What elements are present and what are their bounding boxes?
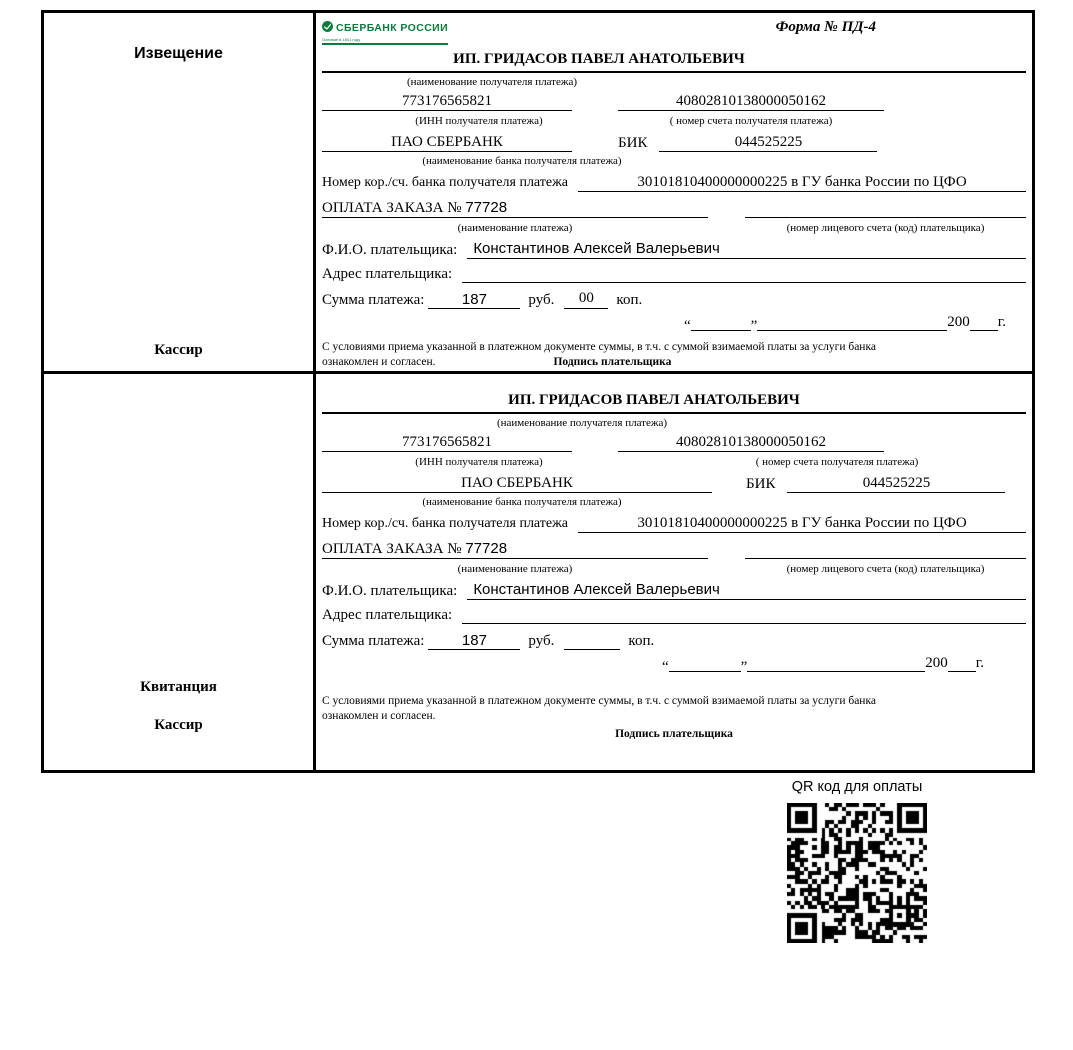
inn-account-labels	[322, 115, 1026, 127]
qr-block	[786, 779, 928, 943]
order-number: 77728	[465, 540, 508, 557]
corr-value: 30101810400000000225 в ГУ банка России по ЦФО	[578, 174, 1026, 192]
payment-purpose-labels	[322, 222, 1026, 234]
inn-value: 773176565821	[322, 93, 572, 111]
personal-account-label: (номер лицевого счета (код) плательщика)	[786, 563, 985, 575]
left-column-izveshchenie	[44, 13, 316, 371]
recipient-name-label: (наименование получателя платежа)	[496, 417, 668, 429]
section-kvitantsiya	[44, 374, 1032, 770]
inn-account-row	[322, 93, 1026, 111]
payer-fio-caption: Ф.И.О. плательщика:	[322, 583, 458, 599]
sberbank-logo-tagline: Основан в 1841 году	[322, 37, 361, 42]
inn-account-labels	[322, 456, 1026, 468]
payment-purpose-label: (наименование платежа)	[457, 563, 573, 575]
left-column-kvitantsiya	[44, 374, 316, 770]
close-quote: ”	[740, 659, 748, 675]
inn-account-row	[322, 434, 1026, 452]
form-number: Форма № ПД-4	[775, 19, 876, 35]
kop-caption: коп.	[628, 633, 655, 649]
side-title: Квитанция	[140, 679, 217, 695]
bank-name-label: (наименование банка получателя платежа)	[422, 155, 622, 167]
payer-address-caption: Адрес плательщика:	[322, 266, 453, 282]
account-value: 40802810138000050162	[618, 93, 884, 111]
sberbank-logo-icon	[322, 19, 333, 37]
open-quote: “	[661, 659, 669, 675]
signature-caption: Подпись плательщика	[615, 728, 733, 741]
payment-purpose-label: (наименование платежа)	[457, 222, 573, 234]
inn-label: (ИНН получателя платежа)	[415, 115, 543, 127]
order-number: 77728	[465, 199, 508, 216]
agreement-text	[322, 340, 1026, 369]
agreement-line2: ознакомлен и согласен.	[322, 355, 436, 368]
date-year-prefix: 200	[925, 655, 948, 671]
payer-fio-caption: Ф.И.О. плательщика:	[322, 242, 458, 258]
sum-kop-value	[564, 631, 620, 650]
sberbank-logo	[322, 19, 448, 45]
date-month-line	[747, 654, 925, 672]
sum-row	[322, 631, 1026, 650]
cashier-label: Кассир	[154, 342, 203, 358]
recipient-name-label: (наименование получателя платежа)	[406, 76, 578, 88]
corr-value: 30101810400000000225 в ГУ банка России по ЦФО	[578, 515, 1026, 533]
sum-rub-value: 187	[428, 291, 520, 309]
payer-fio-value: Константинов Алексей Валерьевич	[467, 240, 1026, 259]
payer-address-row	[322, 605, 1026, 624]
corr-caption: Номер кор./сч. банка получателя платежа	[322, 516, 568, 531]
date-day-line	[669, 654, 741, 672]
account-value: 40802810138000050162	[618, 434, 884, 452]
date-year-suffix: г.	[997, 314, 1006, 330]
payer-fio-value: Константинов Алексей Валерьевич	[467, 581, 1026, 600]
corr-account-row	[322, 515, 1026, 533]
payer-address-row	[322, 264, 1026, 283]
personal-account-line	[745, 540, 1026, 559]
sum-caption: Сумма платежа:	[322, 633, 425, 649]
payment-purpose-row	[322, 540, 1026, 559]
date-year-line	[948, 654, 976, 672]
rub-caption: руб.	[528, 633, 555, 649]
inn-value: 773176565821	[322, 434, 572, 452]
personal-account-label: (номер лицевого счета (код) плательщика)	[786, 222, 985, 234]
receipt-body-izveshchenie	[316, 13, 1032, 371]
qr-label: QR код для оплаты	[791, 779, 923, 795]
sberbank-logo-text: СБЕРБАНК РОССИИ	[336, 22, 449, 34]
date-month-line	[757, 313, 947, 331]
pd4-form	[41, 10, 1035, 773]
payment-purpose-labels	[322, 563, 1026, 575]
personal-account-line	[745, 199, 1026, 218]
payer-fio-row	[322, 240, 1026, 259]
cashier-label: Кассир	[154, 717, 203, 733]
header-row	[322, 19, 1026, 49]
payer-address-caption: Адрес плательщика:	[322, 607, 453, 623]
agreement-line2: ознакомлен и согласен.	[322, 709, 436, 722]
section-izveshchenie	[44, 13, 1032, 374]
bank-bik-row	[322, 134, 1026, 152]
date-year-suffix: г.	[975, 655, 984, 671]
bik-caption: БИК	[746, 476, 776, 492]
inn-label: (ИНН получателя платежа)	[415, 456, 543, 468]
close-quote: ”	[750, 318, 758, 334]
payer-address-value	[462, 605, 1026, 624]
agreement-line1: С условиями приема указанной в платежном документе суммы, в т.ч. с суммой взимаемой платы за услуги банка	[322, 695, 876, 707]
payment-purpose: ОПЛАТА ЗАКАЗА № 77728	[322, 199, 708, 218]
bank-name-value: ПАО СБЕРБАНК	[322, 134, 572, 152]
corr-account-row	[322, 174, 1026, 192]
bik-value: 044525225	[787, 475, 1005, 493]
payment-purpose-row	[322, 199, 1026, 218]
qr-code	[787, 803, 927, 943]
date-day-line	[691, 313, 751, 331]
bank-name-label: (наименование банка получателя платежа)	[422, 496, 622, 508]
bik-caption: БИК	[618, 135, 648, 151]
payment-purpose: ОПЛАТА ЗАКАЗА № 77728	[322, 540, 708, 559]
agreement-line1: С условиями приема указанной в платежном документе суммы, в т.ч. с суммой взимаемой платы за услуги банка	[322, 341, 876, 353]
recipient-name: ИП. ГРИДАСОВ ПАВЕЛ АНАТОЛЬЕВИЧ	[322, 51, 1026, 73]
bank-bik-row	[322, 475, 1026, 493]
corr-caption: Номер кор./сч. банка получателя платежа	[322, 175, 568, 190]
rub-caption: руб.	[528, 292, 555, 308]
sum-rub-value: 187	[428, 632, 520, 650]
date-year-line	[970, 313, 998, 331]
recipient-name: ИП. ГРИДАСОВ ПАВЕЛ АНАТОЛЬЕВИЧ	[322, 374, 1026, 414]
date-row	[322, 313, 1026, 334]
account-label: ( номер счета получателя платежа)	[755, 456, 919, 468]
side-title: Извещение	[134, 45, 223, 62]
signature-caption: Подпись плательщика	[553, 355, 672, 368]
sum-caption: Сумма платежа:	[322, 292, 425, 308]
receipt-body-kvitantsiya	[316, 374, 1032, 770]
account-label: ( номер счета получателя платежа)	[669, 115, 833, 127]
payer-address-value	[462, 264, 1026, 283]
bank-name-value: ПАО СБЕРБАНК	[322, 475, 712, 493]
sum-kop-value: 00	[564, 290, 608, 309]
payer-fio-row	[322, 581, 1026, 600]
sum-row	[322, 290, 1026, 309]
date-row	[322, 654, 1026, 675]
agreement-text	[322, 694, 1026, 723]
kop-caption: коп.	[616, 292, 643, 308]
open-quote: “	[683, 318, 691, 334]
bik-value: 044525225	[659, 134, 877, 152]
date-year-prefix: 200	[947, 314, 970, 330]
